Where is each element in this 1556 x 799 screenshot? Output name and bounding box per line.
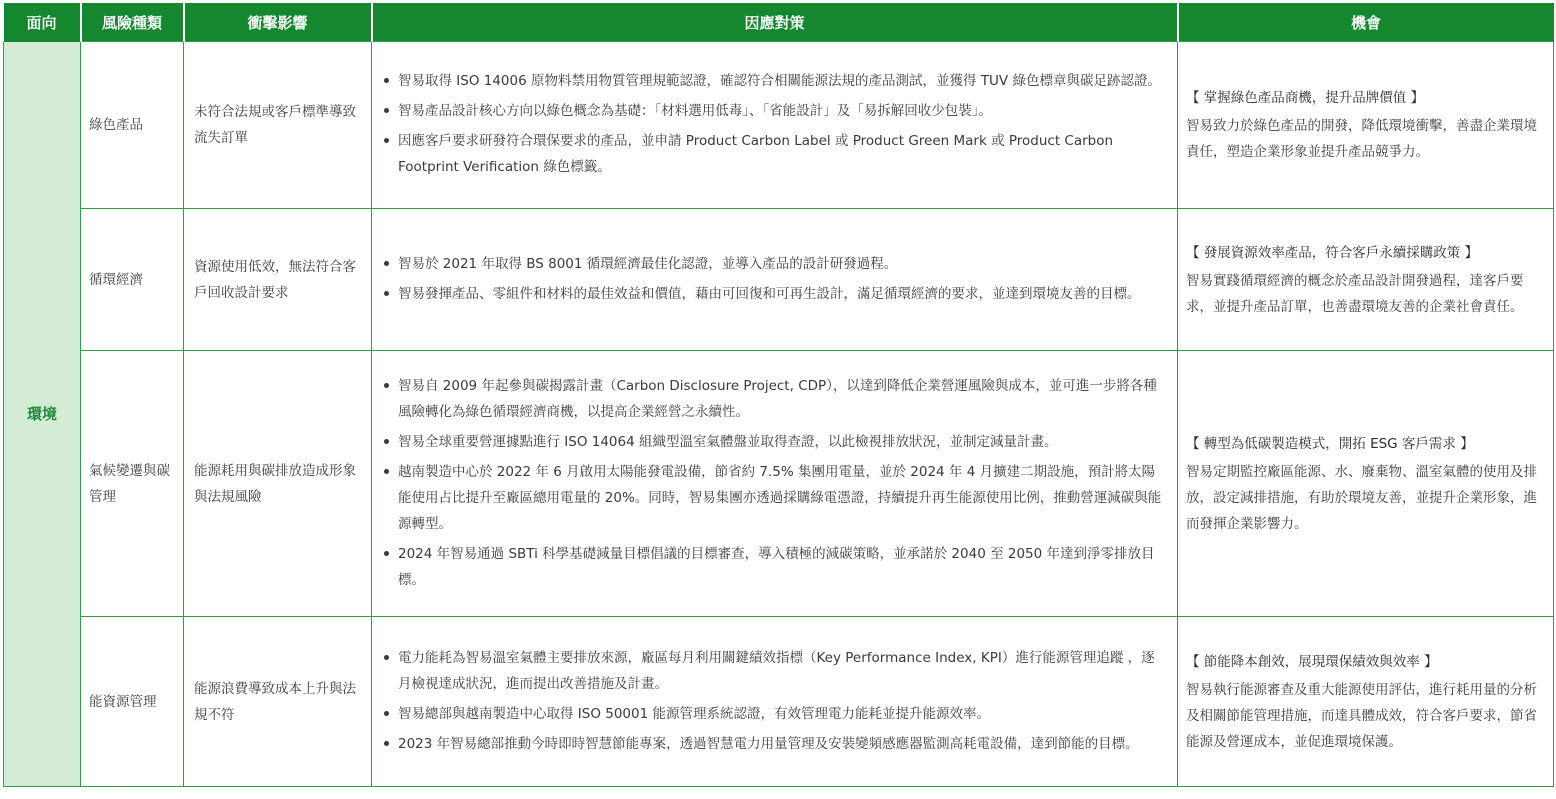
measure-item: 智易於 2021 年取得 BS 8001 循環經濟最佳化認證，並導入產品的設計研發過程。: [382, 251, 1167, 277]
impact-cell: 未符合法規或客戶標準導致流失訂單: [184, 42, 372, 209]
header-facet: 面向: [4, 3, 81, 42]
risk-type-cell: 綠色產品: [81, 42, 184, 209]
measure-item: 因應客戶要求研發符合環保要求的產品，並申請 Product Carbon Label 或 Product Green Mark 或 Product Carbon Footprint Verification 綠色標籤。: [382, 128, 1167, 180]
facet-cell: 環境: [4, 42, 81, 787]
risk-type-cell: 循環經濟: [81, 209, 184, 351]
opportunity-title: 【 掌握綠色產品商機，提升品牌價值 】: [1186, 90, 1425, 106]
header-impact: 衝擊影響: [184, 3, 372, 42]
measures-cell: [372, 617, 1178, 787]
opportunity-title: 【 轉型為低碳製造模式，開拓 ESG 客戶需求 】: [1186, 435, 1474, 452]
measure-item: 智易產品設計核心方向以綠色概念為基礎：「材料選用低毒」、「省能設計」及「易拆解回收少包裝」。: [382, 98, 1167, 124]
opportunity-cell: [1178, 209, 1554, 351]
impact-cell: 能源浪費導致成本上升與法規不符: [184, 617, 372, 787]
risk-type-cell: 能資源管理: [81, 617, 184, 787]
measure-item: 智易發揮產品、零組件和材料的最佳效益和價值，藉由可回復和可再生設計，滿足循環經濟的要求，並達到環境友善的目標。: [382, 281, 1167, 307]
header-measures: 因應對策: [372, 3, 1178, 42]
opportunity-title: 【 節能降本創效，展現環保績效與效率 】: [1186, 653, 1438, 670]
measure-item: 智易全球重要營運據點進行 ISO 14064 組織型溫室氣體盤並取得查證，以此檢視排放狀況，並制定減量計畫。: [382, 429, 1167, 455]
measure-item: 2024 年智易通過 SBTi 科學基礎減量目標倡議的目標審查，導入積極的減碳策略，並承諾於 2040 至 2050 年達到淨零排放目標。: [382, 541, 1167, 593]
opportunity-title: 【 發展資源效率產品，符合客戶永續採購政策 】: [1186, 244, 1479, 261]
measures-cell: [372, 42, 1178, 209]
opportunity-text: 智易執行能源審查及重大能源使用評估，進行耗用量的分析及相關節能管理措施，而達具體成效，符合客戶要求，節省能源及營運成本，並促進環境保護。: [1186, 681, 1537, 750]
measure-item: 智易自 2009 年起參與碳揭露計畫（Carbon Disclosure Project, CDP），以達到降低企業營運風險與成本，並可進一步將各種風險轉化為綠色循環經濟商機，以提高企業經營之永續性。: [382, 373, 1167, 425]
header-risk-type: 風險種類: [81, 3, 184, 42]
measures-cell: [372, 209, 1178, 351]
impact-cell: 能源耗用與碳排放造成形象與法規風險: [184, 351, 372, 617]
opportunity-text: 智易定期監控廠區能源、水、廢棄物、溫室氣體的使用及排放，設定減排措施，有助於環境友善，並提升企業形象，進而發揮企業影響力。: [1186, 463, 1537, 532]
measure-item: 智易取得 ISO 14006 原物料禁用物質管理規範認證，確認符合相關能源法規的產品測試，並獲得 TUV 綠色標章與碳足跡認證。: [382, 68, 1167, 94]
measure-item: 智易總部與越南製造中心取得 ISO 50001 能源管理系統認證，有效管理電力能耗並提升能源效率。: [382, 701, 1167, 727]
opportunity-text: 智易致力於綠色產品的開發，降低環境衝擊，善盡企業環境責任，塑造企業形象並提升產品競爭力。: [1186, 118, 1537, 160]
measures-cell: [372, 351, 1178, 617]
header-opportunity: 機會: [1178, 3, 1554, 42]
opportunity-text: 智易實踐循環經濟的概念於產品設計開發過程，達客戶要求，並提升產品訂單，也善盡環境友善的企業社會責任。: [1186, 272, 1524, 315]
table-row: [4, 351, 1554, 617]
measure-item: 2023 年智易總部推動今時即時智慧節能專案，透過智慧電力用量管理及安裝變頻感應器監測高耗電設備，達到節能的目標。: [382, 731, 1167, 757]
risk-type-cell: 氣候變遷與碳管理: [81, 351, 184, 617]
table-row: [4, 42, 1554, 209]
header-row: [4, 3, 1554, 42]
measure-item: 越南製造中心於 2022 年 6 月啟用太陽能發電設備，節省約 7.5% 集團用電量，並於 2024 年 4 月擴建二期設施，預計將太陽能使用占比提升至廠區總用電量的 20%。同時，智易集團亦透過採購綠電憑證，持續提升再生能源使用比例，推動營運減碳與能源轉型。: [382, 459, 1167, 537]
table-row: [4, 209, 1554, 351]
opportunity-cell: [1178, 351, 1554, 617]
measure-item: 電力能耗為智易溫室氣體主要排放來源，廠區每月利用關鍵績效指標（Key Performance Index, KPI）進行能源管理追蹤 ，逐月檢視達成狀況，進而提出改善措施及計畫。: [382, 645, 1167, 697]
opportunity-cell: [1178, 42, 1554, 209]
impact-cell: 資源使用低效，無法符合客戶回收設計要求: [184, 209, 372, 351]
risk-opportunity-table: [3, 3, 1554, 787]
opportunity-cell: [1178, 617, 1554, 787]
table-row: [4, 617, 1554, 787]
